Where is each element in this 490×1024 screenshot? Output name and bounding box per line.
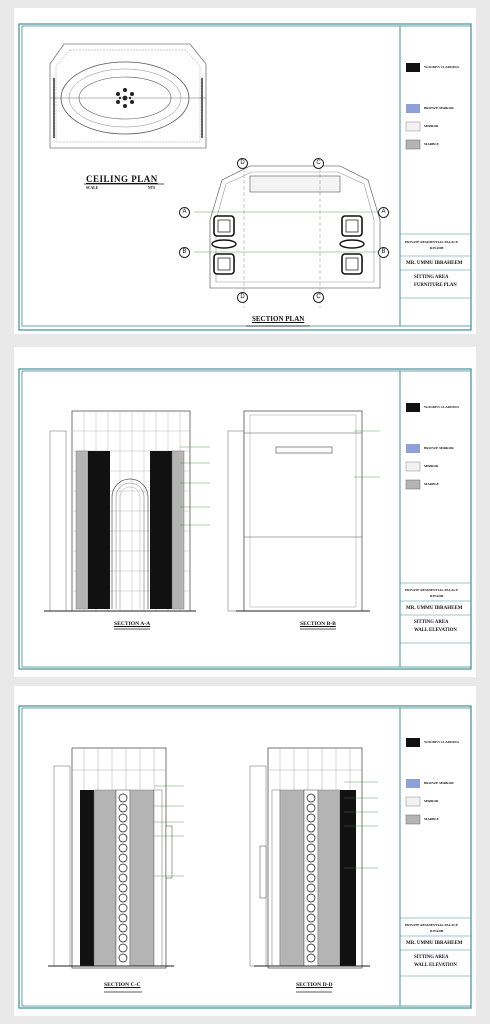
legend-label-marble: MARBLE — [424, 142, 439, 146]
section-plan-drawing — [194, 166, 390, 326]
ceiling-plan-drawing — [50, 44, 206, 184]
ceiling-plan-scale-value: NTS — [148, 186, 155, 190]
legend-label-wooden: WOODEN CLADDING — [424, 65, 460, 69]
title-block-project: PRIVATE RESIDENTIAL PALACE — [405, 240, 459, 244]
legend-label-wooden: WOODEN CLADDING — [424, 405, 460, 409]
legend-label-wooden: WOODEN CLADDING — [424, 740, 460, 744]
section-c-c-drawing — [48, 748, 184, 992]
legend-label-mirror: MIRROR — [424, 464, 439, 468]
section-marker-b-right: B — [378, 247, 389, 258]
legend-swatch-mirror — [406, 122, 420, 131]
legend-swatch-bronze-mirror — [406, 104, 420, 113]
legend-swatch-marble — [406, 140, 420, 149]
section-d-d-label: SECTION D-D — [296, 982, 333, 988]
legend-swatch-marble — [406, 815, 420, 824]
drawing-sheet-wall-elevation-cd — [14, 686, 476, 1016]
section-marker-a-left: A — [179, 207, 190, 218]
legend-label-marble: MARBLE — [424, 817, 439, 821]
section-marker-d-bottom: D — [237, 292, 248, 303]
legend-swatch-wooden — [406, 738, 420, 747]
section-a-a-label: SECTION A-A — [114, 621, 151, 627]
section-c-c-label: SECTION C-C — [104, 982, 141, 988]
title-block-drawing-title: WALL ELEVATION — [414, 628, 457, 633]
title-block-drawing-title: WALL ELEVATION — [414, 963, 457, 968]
section-marker-a-right: A — [378, 207, 389, 218]
legend-swatch-mirror — [406, 462, 420, 471]
legend-swatch-marble — [406, 480, 420, 489]
section-plan-label: SECTION PLAN — [252, 315, 305, 323]
legend-label-bronze-mirror: BRONZE MIRROR — [424, 446, 454, 450]
title-block-project: PRIVATE RESIDENTIAL PALACE — [405, 923, 459, 927]
legend-swatch-wooden — [406, 63, 420, 72]
title-block-area: SITTING AREA — [414, 955, 449, 960]
section-marker-b-left: B — [179, 247, 190, 258]
drawing-sheet-wall-elevation-ab — [14, 347, 476, 677]
sheet-2-drawing — [14, 347, 476, 677]
legend-swatch-bronze-mirror — [406, 444, 420, 453]
title-block-location: RIYADH — [430, 929, 444, 933]
section-a-a-drawing — [44, 411, 210, 629]
section-b-b-drawing — [228, 411, 380, 629]
title-block-area: SITTING AREA — [414, 620, 449, 625]
ceiling-plan-label: CEILING PLAN — [86, 174, 158, 184]
drawing-sheet-furniture-plan — [14, 8, 476, 334]
section-marker-c-top: C — [313, 158, 324, 169]
legend-label-mirror: MIRROR — [424, 799, 439, 803]
section-marker-d-top: D — [237, 158, 248, 169]
title-block-project: PRIVATE RESIDENTIAL PALACE — [405, 588, 459, 592]
sheet-3-drawing — [14, 686, 476, 1016]
legend-label-bronze-mirror: BRONZE MIRROR — [424, 781, 454, 785]
legend-label-marble: MARBLE — [424, 482, 439, 486]
legend-swatch-mirror — [406, 797, 420, 806]
legend-label-bronze-mirror: BRONZE MIRROR — [424, 106, 454, 110]
legend-label-mirror: MIRROR — [424, 124, 439, 128]
title-block-location: RIYADH — [430, 594, 444, 598]
ceiling-plan-scale-label: SCALE — [86, 186, 98, 190]
title-block-client: MR. UMMU IBRAHEEM — [406, 261, 463, 266]
legend-swatch-bronze-mirror — [406, 779, 420, 788]
title-block-area: SITTING AREA — [414, 275, 449, 280]
section-b-b-label: SECTION B-B — [300, 621, 336, 627]
legend-swatch-wooden — [406, 403, 420, 412]
title-block-drawing-title: FURNITURE PLAN — [414, 283, 457, 288]
section-d-d-drawing — [250, 748, 378, 992]
title-block-location: RIYADH — [430, 246, 444, 250]
title-block-client: MR. UMMU IBRAHEEM — [406, 941, 463, 946]
title-block-client: MR. UMMU IBRAHEEM — [406, 606, 463, 611]
sheet-1-drawing — [14, 8, 476, 334]
section-marker-c-bottom: C — [313, 292, 324, 303]
